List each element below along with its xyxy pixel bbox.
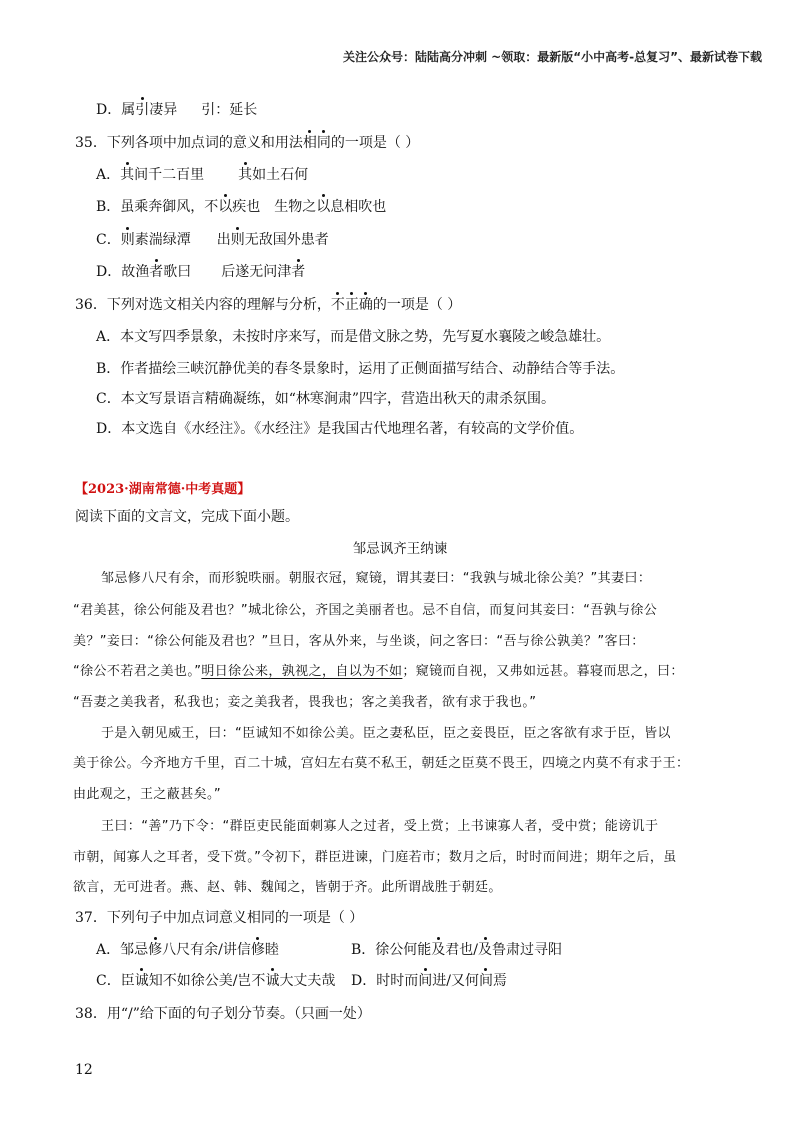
option-letter: D． (351, 973, 377, 989)
q36-option-b: B．作者描绘三峡沉静优美的春冬景象时，运用了正侧面描写结合、动静结合等手法。 (96, 361, 625, 377)
passage-line: 于是入朝见威王，曰：“臣诚知不如徐公美。臣之妻私臣，臣之妾畏臣，臣之客欲有求于臣，皆以 (101, 726, 671, 741)
dotted-word: 修 (250, 942, 265, 958)
option-text: 故渔 (121, 264, 150, 280)
option-text: 时时而 (376, 973, 419, 989)
q34-option-d (96, 99, 257, 119)
option-note: 引：延长 (201, 102, 258, 118)
stem-emphasis: 不正确 (330, 297, 373, 313)
stem-text: 36．下列对选文相关内容的理解与分析， (75, 297, 331, 313)
q36-option-c: C．本文写景语言精确凝练，如“林寒涧肃”四字，营造出秋天的肃杀氛围。 (96, 391, 556, 407)
dotted-word: 间 (418, 973, 433, 989)
option-text: 无敌国外患者 (244, 232, 329, 248)
option-text: 焉 (492, 973, 507, 989)
option-letter: B． (96, 199, 121, 215)
passage-line (73, 660, 728, 679)
dotted-word: 以 (316, 199, 331, 215)
q36-option-a: A．本文写四季景象，未按时序来写，而是借文脉之势，先写夏水襄陵之峻急雄壮。 (96, 329, 611, 345)
passage-line: 市朝，闻寡人之耳者，受下赏。”令初下，群臣进谏，门庭若市；数月之后，时时而间进；期年之后，虽 (73, 850, 677, 865)
option-letter: D． (96, 102, 122, 118)
dotted-word: 则 (230, 232, 245, 248)
passage-line: 邹忌修八尺有余，而形貌昳丽。朝服衣冠，窥镜，谓其妻曰：“我孰与城北徐公美？”其妻曰： (101, 571, 652, 586)
option-letter: A． (96, 942, 121, 958)
dotted-word: 以 (218, 199, 233, 215)
option-text: 后遂无问津 (221, 264, 292, 280)
q36-option-d: D．本文选自《水经注》。《水经注》是我国古代地理名著，有较高的文学价值。 (96, 421, 584, 437)
option-text: 凄异 (149, 102, 178, 118)
dotted-word: 则 (120, 232, 135, 248)
option-text: 素湍绿潭 (134, 232, 191, 248)
dotted-word: 者 (291, 264, 306, 280)
dotted-word: 其 (120, 167, 135, 183)
option-text: 如土石何 (252, 167, 309, 183)
passage-line: 美？”妾曰：“徐公何能及君也？”旦日，客从外来，与坐谈，问之客曰：“吾与徐公孰美？”客曰： (73, 634, 645, 649)
option-text: 邹忌 (120, 942, 149, 958)
dotted-word: 修 (148, 942, 163, 958)
passage-line: “吾妻之美我者，私我也；妾之美我者，畏我也；客之美我者，欲有求于我也。” (73, 695, 537, 710)
q37-stem: 37．下列句子中加点词意义相同的一项是（ ） (75, 910, 364, 926)
q36-stem (75, 294, 461, 314)
section-tag: 【2023·湖南常德·中考真题】 (75, 482, 251, 497)
option-text: 知不如徐公美/岂不 (148, 973, 266, 989)
option-letter: B． (351, 942, 376, 958)
dotted-word: 及 (478, 942, 493, 958)
stem-text: 的一项是（ ） (330, 135, 420, 151)
option-text: 八尺有余/讲信 (162, 942, 251, 958)
option-letter: D． (96, 264, 122, 280)
passage-line: 欲言，无可进者。燕、赵、韩、魏闻之，皆朝于齐。此所谓战胜于朝廷。 (73, 880, 502, 895)
option-text: 疾也 (232, 199, 261, 215)
page-header: 关注公众号：陆陆高分冲刺 ~领取：最新版“小中高考-总复习”、最新试卷下载 (343, 50, 762, 64)
dotted-word: 引 (135, 102, 150, 118)
q37-option-c (96, 970, 335, 990)
dotted-word: 其 (238, 167, 253, 183)
option-letter: C． (96, 232, 121, 248)
q35-option-a (96, 164, 308, 184)
passage-line: 王曰：“善”乃下令：“群臣吏民能面刺寡人之过者，受上赏；上书谏寡人者，受中赏；能谤讥于 (101, 819, 659, 834)
option-text: 息相吹也 (330, 199, 387, 215)
dotted-word: 及 (431, 942, 446, 958)
q35-stem (75, 132, 419, 152)
q38-stem: 38．用“/”给下面的句子划分节奏。（只画一处） (75, 1006, 371, 1022)
q37-option-d (351, 970, 507, 990)
option-text: 歌曰 (163, 264, 192, 280)
q35-option-c (96, 229, 329, 249)
option-letter: C． (96, 973, 121, 989)
stem-emphasis: 相同 (302, 135, 331, 151)
option-text: 生物之 (274, 199, 317, 215)
option-letter: A． (96, 167, 121, 183)
q35-option-b (96, 196, 386, 216)
dotted-word: 诚 (134, 973, 149, 989)
dotted-word: 间 (478, 973, 493, 989)
option-text: 进/又何 (432, 973, 479, 989)
stem-text: 35．下列各项中加点词的意义和用法 (75, 135, 303, 151)
option-text: 属 (121, 102, 136, 118)
page-number: 12 (75, 1062, 93, 1078)
option-text: 鲁肃过寻阳 (492, 942, 563, 958)
dotted-word: 者 (149, 264, 164, 280)
passage-title: 邹忌讽齐王纳谏 (352, 541, 448, 557)
passage-text: “徐公不若君之美也。” (73, 664, 202, 679)
passage-line: “君美甚，徐公何能及君也？”城北徐公，齐国之美丽者也。忌不自信，而复问其妾曰：“吾孰与徐公 (73, 603, 658, 618)
option-text: 虽乘奔御风，不 (120, 199, 219, 215)
underlined-sentence: 明日徐公来，孰视之，自以为不如 (201, 664, 403, 679)
stem-text: 的一项是（ ） (372, 297, 462, 313)
instruction: 阅读下面的文言文，完成下面小题。 (75, 509, 299, 525)
option-text: 大丈夫哉 (279, 973, 336, 989)
q37-option-a (96, 939, 279, 959)
option-text: 君也/ (445, 942, 479, 958)
q35-option-d (96, 261, 305, 281)
dotted-word: 诚 (265, 973, 280, 989)
passage-line: 美于徐公。今齐地方千里，百二十城，宫妇左右莫不私王，朝廷之臣莫不畏王，四境之内莫不有求于王： (73, 756, 690, 771)
option-text: 睦 (264, 942, 279, 958)
option-text: 间千二百里 (134, 167, 205, 183)
option-text: 徐公何能 (375, 942, 432, 958)
option-text: 出 (216, 232, 231, 248)
passage-text: ；窥镜而自视，又弗如远甚。暮寝而思之，曰： (402, 664, 684, 679)
q37-option-b (351, 939, 562, 959)
option-text: 臣 (120, 973, 135, 989)
passage-line: 由此观之，王之蔽甚矣。” (73, 787, 222, 802)
